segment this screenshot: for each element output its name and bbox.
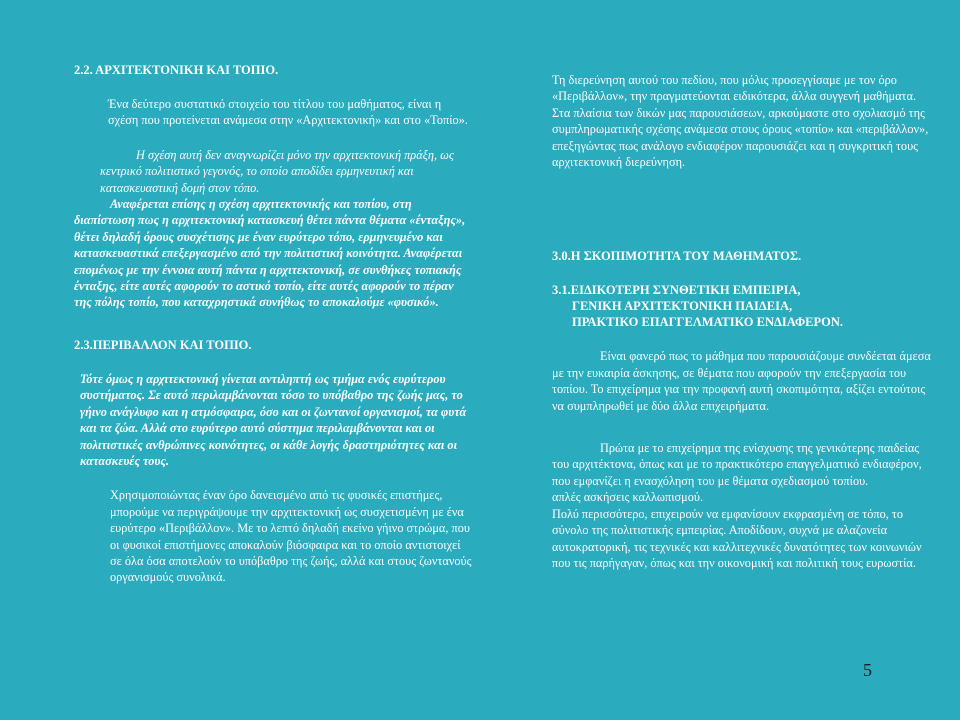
section-heading-2-2: 2.2. ΑΡΧΙΤΕΚΤΟΝΙΚΗ ΚΑΙ ΤΟΠΙΟ. <box>74 63 279 77</box>
paragraph-system: Τότε όμως η αρχιτεκτονική γίνεται αντιληπτή ως τμήμα ενός ευρύτερου συστήματος. Σε αυτό περιλαμβάνονται τόσο το υπόβαθρο της ζωής μας, το γήινο ανάγλυφο και η ατμόσφαιρα, όσο και οι ζωντανοί οργανισμοί, τα φυτά και τα ζώα. Αλλά στο ευρύτερο αυτό σύστημα περιλαμβάνονται και οι πολιτιστικές ανθρώπινες κοινότητες, οι κάθε λογής δραστηριότητες και οι κατασκευές τους. <box>80 371 467 468</box>
paragraph-exercises: απλές ασκήσεις καλλωπισμού. <box>552 490 704 505</box>
section-heading-3-1-line2: ΓΕΝΙΚΗ ΑΡΧΙΤΕΚΤΟΝΙΚΗ ΠΑΙΔΕΙΑ, <box>572 299 793 314</box>
paragraph-environment: Χρησιμοποιώντας έναν όρο δανεισμένο από τις φυσικές επιστήμες, μπορούμε να περιγράψουμε την αρχιτεκτονική ως συσχετισμένη με ένα ευρύτερο «Περιβάλλον». Με το λεπτό δηλαδή εκείνο γήινο στρώμα, που οι φυσικοί επιστήμονες αποκαλούν βιόσφαιρα και το οποίο αντιστοιχεί σε όλα όσα αποτελούν το υπόβαθρο της ζωής, αλλά και στους ζωντανούς οργανισμούς συνολικά. <box>110 488 472 585</box>
paragraph-integration: Αναφέρεται επίσης η σχέση αρχιτεκτονικής και τοπίου, στη διαπίστωση πως η αρχιτεκτονική κατασκευή θέτει πάντα θέματα «ένταξης», θέτει δηλαδή όρους συσχέτισης με έναν ευρύτερο τόπο, ερμηνευμένο και κατασκευαστικά επεξεργασμένο από την πολιτιστική κοινότητα. Αναφέρεται επομένως με την έννοια αυτή πάντα η αρχιτεκτονική, σε συνθήκες τοπιακής ένταξης, είτε αυτές αφορούν το αστικό τοπίο, είτε αυτές αφορούν το πέραν της πόλης τοπίο, που καταχρηστικά συνήθως το αποκαλούμε «φυσικό». <box>74 197 466 310</box>
left-column <box>74 62 474 586</box>
paragraph-purpose: Είναι φανερό πως το μάθημα που παρουσιάζουμε συνδέεται άμεσα με την ευκαιρία άσκησης, σε θέματα που αφορούν την επεξεργασία του τοπίου. Το επιχείρημα για την προφανή αυτή σκοπιμότητα, αξίζει εντούτοις να συμπληρωθεί με δύο άλλα επιχειρήματα. <box>552 349 931 413</box>
page-number: 5 <box>863 660 872 680</box>
paragraph-education: Πρώτα με το επιχείρημα της ενίσχυσης της γενικότερης παιδείας του αρχιτέκτονα, όπως και με το πρακτικότερο επαγγελματικό ενδιαφέρον, που εμφανίζει η ενασχόληση του με θέματα σχεδιασμού τοπίου. <box>552 441 922 488</box>
paragraph-field: Τη διερεύνηση αυτού του πεδίου, που μόλις προσεγγίσαμε με τον όρο «Περιβάλλον», την πραγματεύονται ειδικότερα, άλλα συγγενή μαθήματα. Στα πλαίσια των δικών μας παρουσιάσεων, αρκούμαστε στο σχολιασμό της συμπληρωματικής σχέσης ανάμεσα στους όρους «τοπίο» και «περιβάλλον», επεξηγώντας πως ανάλογο ενδιαφέρον παρουσιάζει και η συγκριτική τους αρχιτεκτονική διερεύνηση. <box>552 73 929 170</box>
paragraph-intro: Ένα δεύτερο συστατικό στοιχείο του τίτλου του μαθήματος, είναι η σχέση που προτείνεται ανάμεσα στην «Αρχιτεκτονική» και στο «Τοπίο». <box>108 97 468 128</box>
paragraph-experience: Πολύ περισσότερο, επιχειρούν να εμφανίσουν εκφρασμένη σε τόπο, το σύνολο της πολιτιστικής εμπειρίας. Αποδίδουν, συχνά με αλαζονεία αυτοκρατορική, τις τεχνικές και καλλιτεχνικές δυνατότητες των κοινωνιών που τις παρήγαγαν, όπως και την οικονομική και πολιτική τους ευρωστία. <box>552 506 922 570</box>
section-heading-3-1-line3: ΠΡΑΚΤΙΚΟ ΕΠΑΓΓΕΛΜΑΤΙΚΟ ΕΝΔΙΑΦΕΡΟΝ. <box>572 315 844 330</box>
paragraph-relation: Η σχέση αυτή δεν αναγνωρίζει μόνο την αρχιτεκτονική πράξη, ως κεντρικό πολιτιστικό γεγονός, το οποίο αποδίδει ερμηνευτική και κατασκευαστική δομή στον τόπο. <box>100 147 454 195</box>
section-heading-3-1-line1: 3.1.ΕΙΔΙΚΟΤΕΡΗ ΣΥΝΘΕΤΙΚΗ ΕΜΠΕΙΡΙΑ, <box>552 283 801 298</box>
right-column <box>552 72 932 571</box>
section-heading-3-0: 3.0.Η ΣΚΟΠΙΜΟΤΗΤΑ ΤΟΥ ΜΑΘΗΜΑΤΟΣ. <box>552 249 802 264</box>
section-heading-2-3: 2.3.ΠΕΡΙΒΑΛΛΟΝ ΚΑΙ ΤΟΠΙΟ. <box>74 337 252 352</box>
